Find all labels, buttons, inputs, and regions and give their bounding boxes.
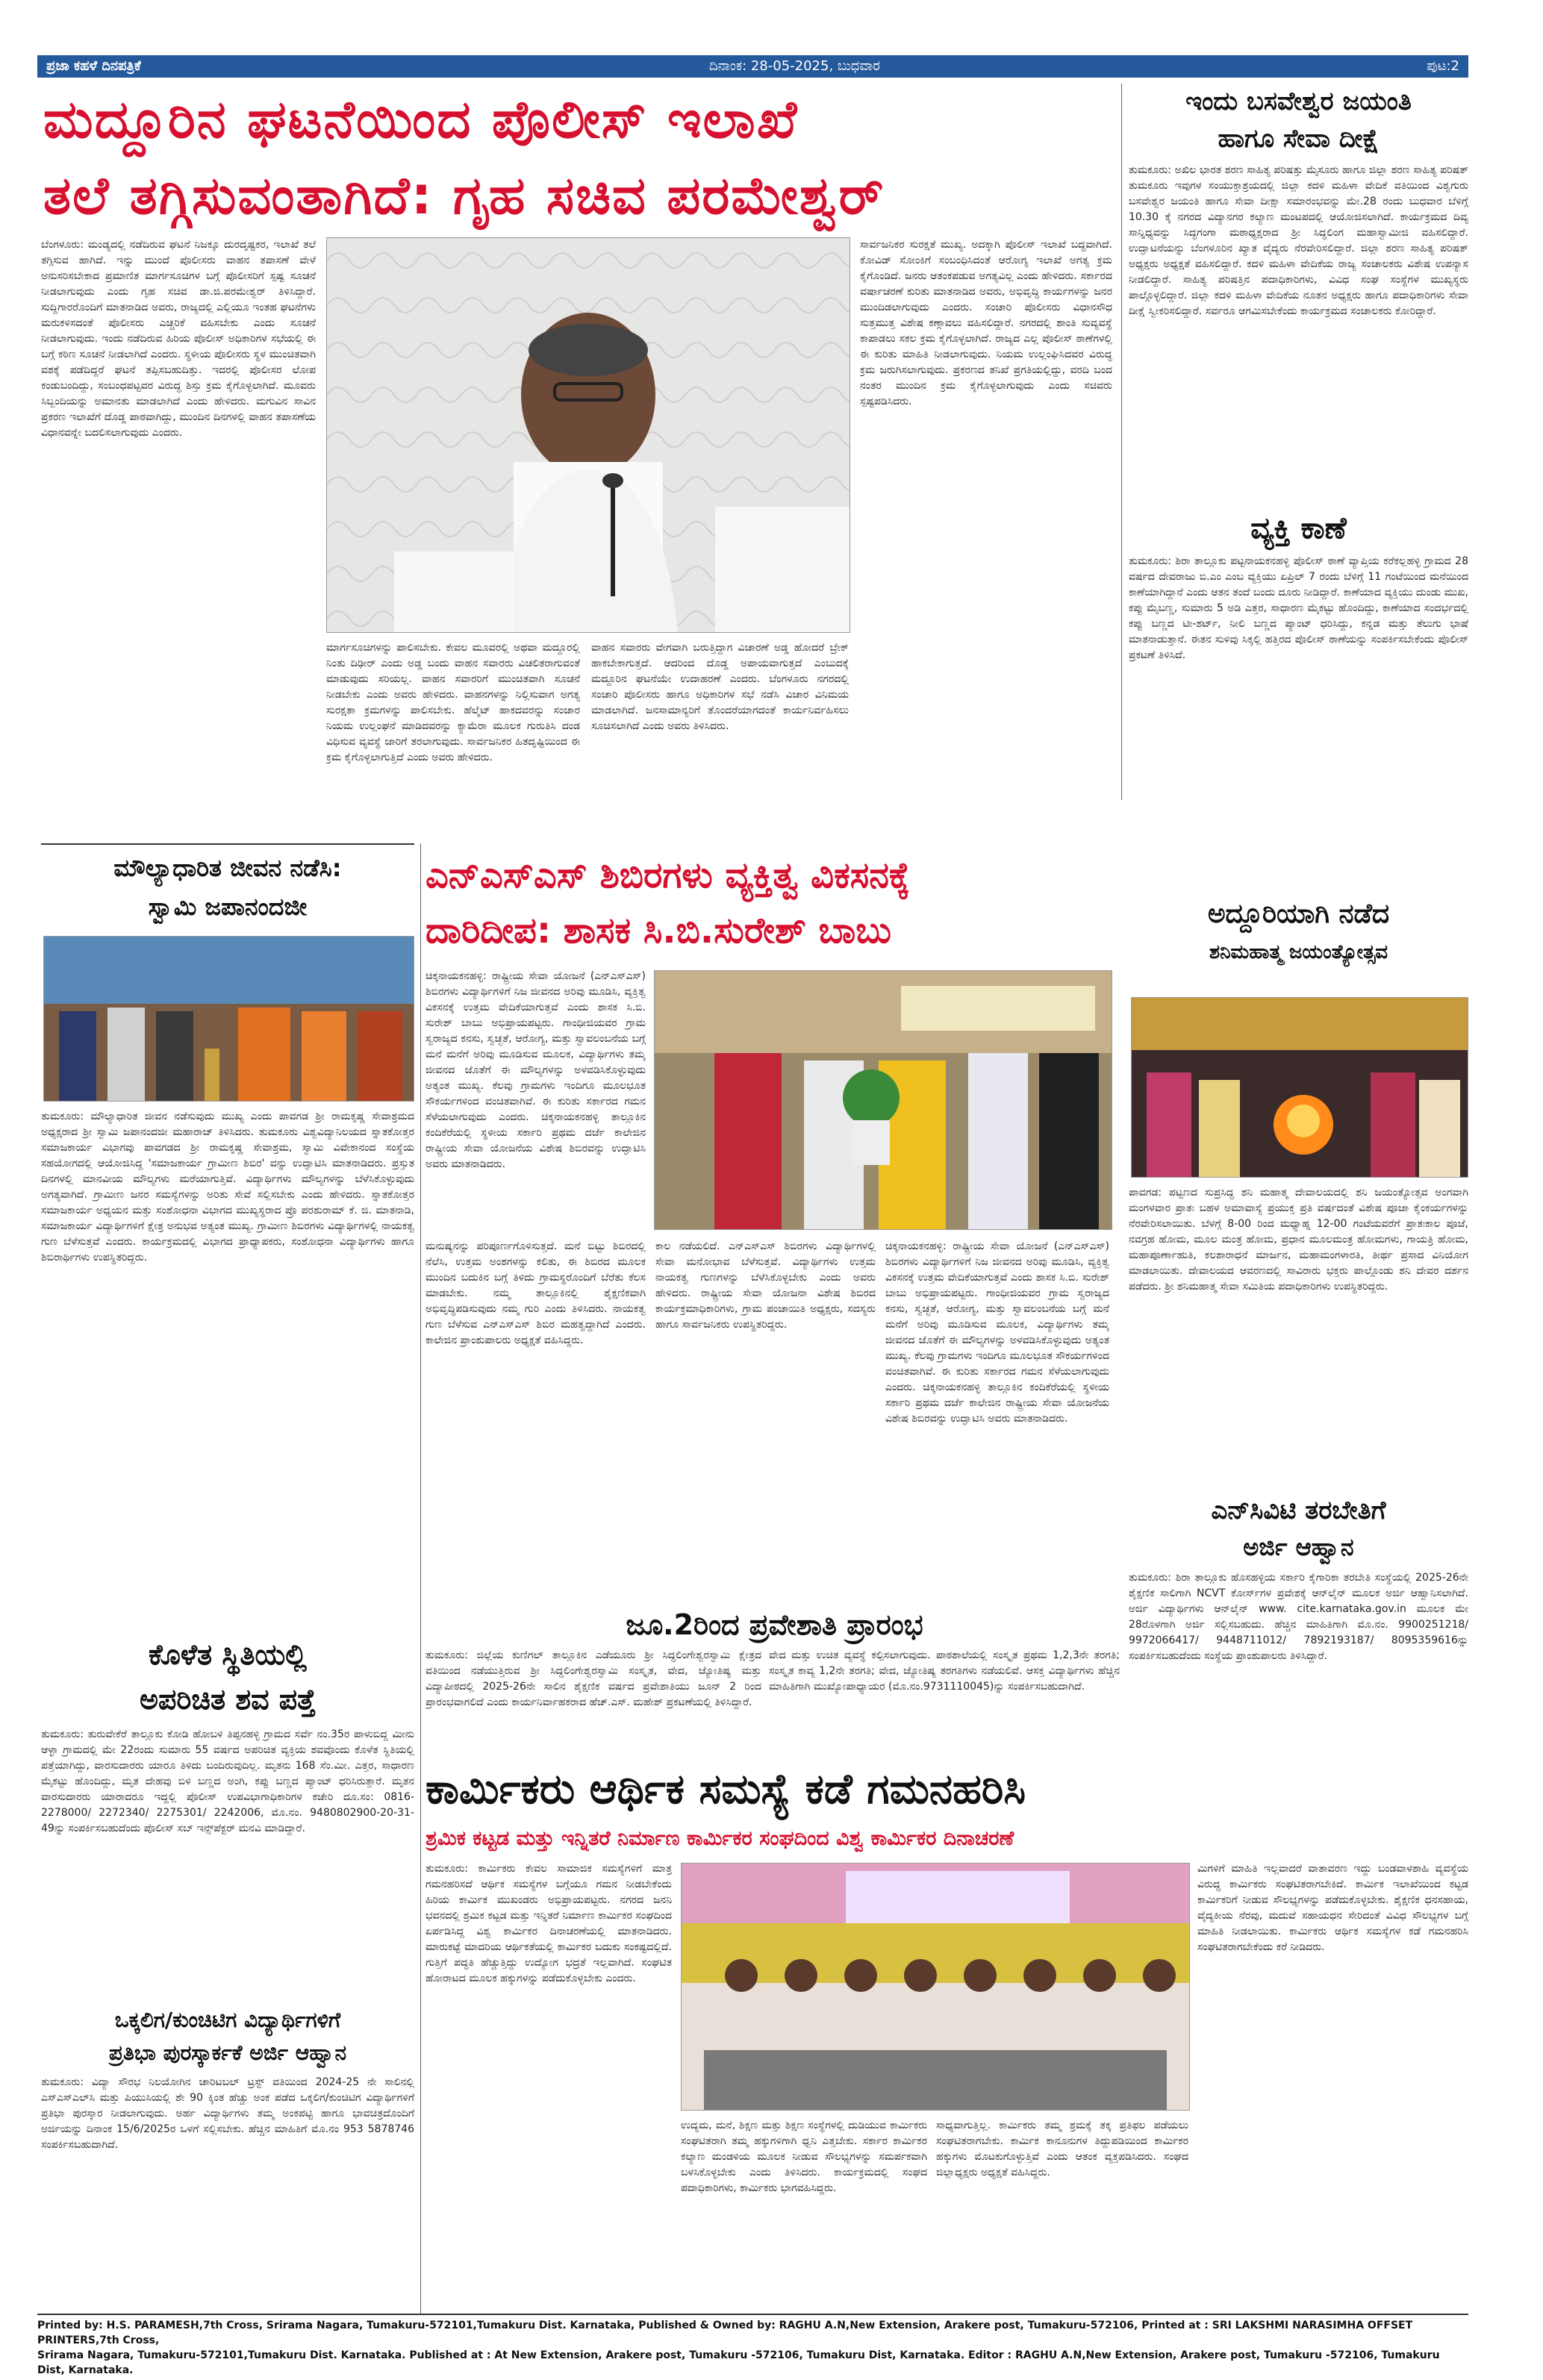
workers-col2: ಉದ್ಯಮ, ಮನೆ, ಶಿಕ್ಷಣ ಮತ್ತು ಶಿಕ್ಷಣ ಸಂಸ್ಥೆಗಳಲ್ಲಿ ದುಡಿಯುವ ಕಾರ್ಮಿಕರು ಸಂಘಟಿತರಾಗಿ ತಮ್ಮ ಹಕ್ಕುಗಳಿಗಾಗಿ ಧ್ವನಿ ಎತ್ತಬೇಕು. ಸರ್ಕಾರ ಕಾರ್ಮಿಕರ ಕಲ್ಯಾಣ ಮಂಡಳಿಯ ಮೂಲಕ ನೀಡುವ ಸೌಲಭ್ಯಗಳನ್ನು ಸಮರ್ಪಕವಾಗಿ ಬಳಸಿಕೊಳ್ಳಬೇಕು ಎಂದು ತಿಳಿಸಿದರು. ಕಾರ್ಯಕ್ರಮದಲ್ಲಿ ಸಂಘದ ಪದಾಧಿಕಾರಿಗಳು, ಕಾರ್ಮಿಕರು ಭಾಗವಹಿಸಿದ್ದರು. bbox=[681, 2120, 927, 2194]
swami-body: ತುಮಕೂರು: ಮೌಲ್ಯಾಧಾರಿತ ಜೀವನ ನಡೆಸುವುದು ಮುಖ್ಯ ಎಂದು ಪಾವಗಡ ಶ್ರೀ ರಾಮಕೃಷ್ಣ ಸೇವಾಶ್ರಮದ ಅಧ್ಯಕ್ಷರಾದ ಶ್ರೀ ಸ್ವಾಮಿ ಜಪಾನಂದಜೀ ಮಹಾರಾಜ್ ತಿಳಿಸಿದರು. ತುಮಕೂರು ವಿಶ್ವವಿದ್ಯಾನಿಲಯದ ಸ್ನಾತಕೋತ್ತರ ಸಮಾಜಕಾರ್ಯ ವಿಭಾಗವು ಪಾವಗಡದ ಶ್ರೀ ರಾಮಕೃಷ್ಣ ಸೇವಾಶ್ರಮ, ಸ್ವಾಮಿ ವಿವೇಕಾನಂದ ಸಂಸ್ಥೆಯ ಸಹಯೋಗದಲ್ಲಿ ಆಯೋಜಿಸಿದ್ದ 'ಸಮಾಜಕಾರ್ಯ ಗ್ರಾಮೀಣ ಶಿಬಿರ' ವನ್ನು ಉದ್ಘಾಟಿಸಿ ಮಾತನಾಡಿದರು. ಪ್ರಸ್ತುತ ದಿನಗಳಲ್ಲಿ ಮಾನವೀಯ ಮೌಲ್ಯಗಳು ಮರೆಯಾಗುತ್ತಿವೆ. ವಿದ್ಯಾರ್ಥಿಗಳು ಮೌಲ್ಯಗಳನ್ನು ಬೆಳೆಸಿಕೊಳ್ಳುವುದು ಅಗತ್ಯವಾಗಿದೆ. ಗ್ರಾಮೀಣ ಜನರ ಸಮಸ್ಯೆಗಳನ್ನು ಅರಿತು ಸೇವೆ ಸಲ್ಲಿಸಬೇಕು ಎಂದು ಹೇಳಿದರು. ಸ್ನಾತಕೋತ್ತರ ಸಮಾಜಕಾರ್ಯ ಅಧ್ಯಯನ ಮತ್ತು ಸಂಶೋಧನಾ ವಿಭಾಗದ ಮುಖ್ಯಸ್ಥರಾದ ಪ್ರೊ ಪರಶುರಾಮ್ ಕೆ. ಜಿ. ಮಾತನಾಡಿ, ಸಮಾಜಕಾರ್ಯ ವಿದ್ಯಾರ್ಥಿಗಳಿಗೆ ಕ್ಷೇತ್ರ ಅನುಭವ ಅತ್ಯಂತ ಮುಖ್ಯ. ಗ್ರಾಮೀಣ ಶಿಬಿರಗಳು ವಿದ್ಯಾರ್ಥಿಗಳಲ್ಲಿ ನಾಯಕತ್ವ ಗುಣ ಬೆಳೆಸುತ್ತವೆ ಎಂದರು. ಕಾರ್ಯಕ್ರಮದಲ್ಲಿ ವಿಭಾಗದ ಪ್ರಾಧ್ಯಾಪಕರು, ಸಂಶೋಧನಾ ವಿದ್ಯಾರ್ಥಿಗಳು ಹಾಗೂ ಶಿಬಿರಾರ್ಥಿಗಳು ಉಪಸ್ಥಿತರಿದ್ದರು. bbox=[41, 1111, 414, 1264]
labour-day-group-photo bbox=[682, 1864, 1189, 2110]
basava-headline-line1: ಇಂದು ಬಸವೇಶ್ವರ ಜಯಂತಿ bbox=[1185, 87, 1412, 116]
basava-headline-line2: ಹಾಗೂ ಸೇವಾ ದೀಕ್ಷೆ bbox=[1218, 124, 1380, 154]
okkaliga-headline-line1: ಒಕ್ಕಲಿಗ/ಕುಂಚಿಟಿಗ ವಿದ್ಯಾರ್ಥಿಗಳಿಗೆ bbox=[114, 2008, 341, 2032]
missing-body: ತುಮಕೂರು: ಶಿರಾ ತಾಲ್ಲೂಕು ಪಟ್ಟನಾಯಕನಹಳ್ಳಿ ಪೊಲೀಸ್ ಠಾಣೆ ವ್ಯಾಪ್ತಿಯ ಕರೆಕಲ್ಲಹಳ್ಳಿ ಗ್ರಾಮದ 28 ವರ್ಷದ ದೇವರಾಜು ಬಿ.ಎಂ ಎಂಬ ವ್ಯಕ್ತಿಯು ಏಪ್ರಿಲ್ 7 ರಂದು ಬೆಳಿಗ್ಗೆ 11 ಗಂಟೆಯಿಂದ ಮನೆಯಿಂದ ಕಾಣೆಯಾಗಿದ್ದಾನೆ ಎಂದು ಆತನ ತಂದೆ ಬಂದು ದೂರು ನೀಡಿದ್ದಾರೆ. ಕಾಣೆಯಾದ ವ್ಯಕ್ತಿಯು ದುಂಡು ಮುಖ, ಕಪ್ಪು ಮೈಬಣ್ಣ, ಸುಮಾರು 5 ಅಡಿ ಎತ್ತರ, ಸಾಧಾರಣ ಮೈಕಟ್ಟು ಹೊಂದಿದ್ದು, ಕಾಣೆಯಾದ ಸಂದರ್ಭದಲ್ಲಿ ಕಪ್ಪು ಬಣ್ಣದ ಟೀ-ಶರ್ಟ್, ನೀಲಿ ಬಣ್ಣದ ಪ್ಯಾಂಟ್ ಧರಿಸಿದ್ದು, ಕನ್ನಡ ಮತ್ತು ತೆಲುಗು ಭಾಷೆ ಮಾತನಾಡುತ್ತಾನೆ. ಈತನ ಸುಳಿವು ಸಿಕ್ಕಲ್ಲಿ ಹತ್ತಿರದ ಪೊಲೀಸ್ ಠಾಣೆಯನ್ನು ಸಂಪರ್ಕಿಸಬೇಕೆಂದು ಪೊಲೀಸ್ ಪ್ರಕಟಣೆ ತಿಳಿಸಿದೆ. bbox=[1129, 555, 1468, 661]
paper-name: ಪ್ರಜಾ ಕಹಳೆ ದಿನಪತ್ರಿಕೆ bbox=[46, 58, 141, 74]
workers-col3: ಸಾಧ್ಯವಾಗುತ್ತಿಲ್ಲ. ಕಾರ್ಮಿಕರು ತಮ್ಮ ಶ್ರಮಕ್ಕೆ ತಕ್ಕ ಪ್ರತಿಫಲ ಪಡೆಯಲು ಸಂಘಟಿತರಾಗಬೇಕು. ಕಾರ್ಮಿಕ ಕಾನೂನುಗಳ ತಿದ್ದುಪಡಿಯಿಂದ ಕಾರ್ಮಿಕರ ಹಕ್ಕುಗಳು ಮೊಟಕುಗೊಳ್ಳುತ್ತಿವೆ ಎಂದು ಆತಂಕ ವ್ಯಕ್ತಪಡಿಸಿದರು. ಸಂಘದ ಜಿಲ್ಲಾಧ್ಯಕ್ಷರು ಅಧ್ಯಕ್ಷತೆ ವಹಿಸಿದ್ದರು. bbox=[936, 2120, 1188, 2178]
temple-ritual-photo bbox=[1132, 998, 1468, 1177]
section-rule bbox=[41, 843, 414, 845]
nss-photo bbox=[654, 970, 1112, 1230]
workers-photo bbox=[681, 1863, 1190, 2111]
admission-col2: ವೇದ ಮತ್ತು ಉಚಿತ ವ್ಯವಸ್ಥೆ ಕಲ್ಪಿಸಲಾಗುವುದು. ಪಾಠಶಾಲೆಯಲ್ಲಿ ಸಂಸ್ಕೃತ ಪ್ರಥಮ 1,2,3ನೇ ತರಗತಿ; ಸಂಸ್ಕೃತ ಕಾವ್ಯ 1,2ನೇ ತರಗತಿ; ವೇದ, ಜ್ಯೋತಿಷ್ಯ ತರಗತಿಗಳು ನಡೆಯಲಿವೆ. ಆಸಕ್ತ ವಿದ್ಯಾರ್ಥಿಗಳು ಹೆಚ್ಚಿನ ಮಾಹಿತಿಗಾಗಿ ಮುಖ್ಯೋಪಾಧ್ಯಾಯರ (ಮೊ.ನಂ.9731110045)ನ್ನು ಸಂಪರ್ಕಿಸಬಹುದಾಗಿದೆ. bbox=[769, 1649, 1120, 1693]
lead-headline-line1: ಮದ್ದೂರಿನ ಘಟನೆಯಿಂದ ಪೊಲೀಸ್ ಇಲಾಖೆ bbox=[43, 89, 799, 150]
admission-col1: ತುಮಕೂರು: ಜಿಲ್ಲೆಯ ಕುಣಿಗಲ್ ತಾಲ್ಲೂಕಿನ ಎಡೆಯೂರು ಶ್ರೀ ಸಿದ್ಧಲಿಂಗೇಶ್ವರಸ್ವಾಮಿ ಕ್ಷೇತ್ರದ ವತಿಯಿಂದ ನಡೆಯುತ್ತಿರುವ ಶ್ರೀ ಸಿದ್ಧಲಿಂಗೇಶ್ವರಸ್ವಾಮಿ ಸಂಸ್ಕೃತ, ವೇದ, ಜ್ಯೋತಿಷ್ಯ ಮತ್ತು ವಿದ್ಯಾಪೀಠದಲ್ಲಿ 2025-26ನೇ ಸಾಲಿನ ಶೈಕ್ಷಣಿಕ ವರ್ಷದ ಪ್ರವೇಶಾತಿಯು ಜೂನ್ 2 ರಿಂದ ಪ್ರಾರಂಭವಾಗಲಿದೆ ಎಂದು ಕಾರ್ಯನಿರ್ವಾಹಕರಾದ ಹೆಚ್.ಎಸ್. ಮಹೇಶ್ ಪ್ರಕಟಣೆಯಲ್ಲಿ ತಿಳಿಸಿದ್ದಾರೆ. bbox=[426, 1649, 761, 1708]
nss-col4: ಚಿಕ್ಕನಾಯಕನಹಳ್ಳಿ: ರಾಷ್ಟ್ರೀಯ ಸೇವಾ ಯೋಜನೆ (ಎನ್‌ಎಸ್‌ಎಸ್) ಶಿಬಿರಗಳು ವಿದ್ಯಾರ್ಥಿಗಳಿಗೆ ನಿಜ ಜೀವನದ ಅರಿವು ಮೂಡಿಸಿ, ವ್ಯಕ್ತಿತ್ವ ವಿಕಸನಕ್ಕೆ ಉತ್ತಮ ವೇದಿಕೆಯಾಗುತ್ತವೆ ಎಂದು ಶಾಸಕ ಸಿ.ಬಿ. ಸುರೇಶ್ ಬಾಬು ಅಭಿಪ್ರಾಯಪಟ್ಟರು. ಗಾಂಧೀಜಿಯವರ ಗ್ರಾಮ ಸ್ವರಾಜ್ಯದ ಕನಸು, ಸ್ವಚ್ಛತೆ, ಆರೋಗ್ಯ, ಮತ್ತು ಸ್ವಾವಲಂಬನೆಯ ಬಗ್ಗೆ ಮನೆ ಮನೆಗೆ ಅರಿವು ಮೂಡಿಸುವ ಮೂಲಕ, ವಿದ್ಯಾರ್ಥಿಗಳು ತಮ್ಮ ಜೀವನದ ಜೊತೆಗೆ ಈ ಮೌಲ್ಯಗಳನ್ನು ಅಳವಡಿಸಿಕೊಳ್ಳುವುದು ಅತ್ಯಂತ ಮುಖ್ಯ. ಕೆಲವು ಗ್ರಾಮಗಳು ಇಂದಿಗೂ ಮೂಲಭೂತ ಸೌಕರ್ಯಗಳಿಂದ ವಂಚಿತವಾಗಿವೆ. ಈ ಕುರಿತು ಸರ್ಕಾರದ ಗಮನ ಸೆಳೆಯಲಾಗುವುದು ಎಂದರು. ಚಿಕ್ಕನಾಯಕನಹಳ್ಳಿ ತಾಲ್ಲೂಕಿನ ಕಂದಿಕೆರೆಯಲ್ಲಿ ಸ್ಥಳೀಯ ಸರ್ಕಾರಿ ಪ್ರಥಮ ದರ್ಜೆ ಕಾಲೇಜಿನ ರಾಷ್ಟ್ರೀಯ ಸೇವಾ ಯೋಜನೆಯ ವಿಶೇಷ ಶಿಬಿರವನ್ನು ಉದ್ಘಾಟಿಸಿ ಅವರು ಮಾತನಾಡಿದರು. bbox=[885, 1240, 1109, 1425]
nss-headline-line1: ಎನ್‌ಎಸ್‌ಎಸ್ ಶಿಬಿರಗಳು ವ್ಯಕ್ತಿತ್ವ ವಿಕಸನಕ್ಕೆ bbox=[426, 855, 910, 896]
column-divider bbox=[1121, 84, 1122, 800]
swami-headline-line2: ಸ್ವಾಮಿ ಜಪಾನಂದಜೀ bbox=[148, 893, 308, 921]
ncvt-body: ತುಮಕೂರು: ಶಿರಾ ತಾಲ್ಲೂಕು ಹೊಸಹಳ್ಳಿಯ ಸರ್ಕಾರಿ ಕೈಗಾರಿಕಾ ತರಬೇತಿ ಸಂಸ್ಥೆಯಲ್ಲಿ 2025-26ನೇ ಶೈಕ್ಷಣಿಕ ಸಾಲಿಗಾಗಿ NCVT ಕೋರ್ಸ್‌ಗಳ ಪ್ರವೇಶಕ್ಕೆ ಆನ್‌ಲೈನ್ ಮೂಲಕ ಅರ್ಜಿ ಆಹ್ವಾನಿಸಲಾಗಿದೆ. ಅರ್ಜಿ ವಿದ್ಯಾರ್ಥಿಗಳು ಆನ್‌ಲೈನ್ www. cite.karnataka.gov.in ಮೂಲಕ ಮೇ 28ರೊಳಗಾಗಿ ಅರ್ಜಿ ಸಲ್ಲಿಸಬಹುದು. ಹೆಚ್ಚಿನ ಮಾಹಿತಿಗಾಗಿ ಮೊ.ನಂ. 9900251218/ 9972066417/ 9448711012/ 7892193187/ 8095359616ನ್ನು ಸಂಪರ್ಕಿಸಬಹುದೆಂದು ಸಂಸ್ಥೆಯ ಪ್ರಾಂಶುಪಾಲರು ತಿಳಿಸಿದ್ದಾರೆ. bbox=[1129, 1572, 1468, 1662]
nss-col1: ಚಿಕ್ಕನಾಯಕನಹಳ್ಳಿ: ರಾಷ್ಟ್ರೀಯ ಸೇವಾ ಯೋಜನೆ (ಎನ್‌ಎಸ್‌ಎಸ್) ಶಿಬಿರಗಳು ವಿದ್ಯಾರ್ಥಿಗಳಿಗೆ ನಿಜ ಜೀವನದ ಅರಿವು ಮೂಡಿಸಿ, ವ್ಯಕ್ತಿತ್ವ ವಿಕಸನಕ್ಕೆ ಉತ್ತಮ ವೇದಿಕೆಯಾಗುತ್ತವೆ ಎಂದು ಶಾಸಕ ಸಿ.ಬಿ. ಸುರೇಶ್ ಬಾಬು ಅಭಿಪ್ರಾಯಪಟ್ಟರು. ಗಾಂಧೀಜಿಯವರ ಗ್ರಾಮ ಸ್ವರಾಜ್ಯದ ಕನಸು, ಸ್ವಚ್ಛತೆ, ಆರೋಗ್ಯ, ಮತ್ತು ಸ್ವಾವಲಂಬನೆಯ ಬಗ್ಗೆ ಮನೆ ಮನೆಗೆ ಅರಿವು ಮೂಡಿಸುವ ಮೂಲಕ, ವಿದ್ಯಾರ್ಥಿಗಳು ತಮ್ಮ ಜೀವನದ ಜೊತೆಗೆ ಈ ಮೌಲ್ಯಗಳನ್ನು ಅಳವಡಿಸಿಕೊಳ್ಳುವುದು ಅತ್ಯಂತ ಮುಖ್ಯ. ಕೆಲವು ಗ್ರಾಮಗಳು ಇಂದಿಗೂ ಮೂಲಭೂತ ಸೌಕರ್ಯಗಳಿಂದ ವಂಚಿತವಾಗಿವೆ. ಈ ಕುರಿತು ಸರ್ಕಾರದ ಗಮನ ಸೆಳೆಯಲಾಗುವುದು ಎಂದರು. ಚಿಕ್ಕನಾಯಕನಹಳ್ಳಿ ತಾಲ್ಲೂಕಿನ ಕಂದಿಕೆರೆಯಲ್ಲಿ ಸ್ಥಳೀಯ ಸರ್ಕಾರಿ ಪ್ರಥಮ ದರ್ಜೆ ಕಾಲೇಜಿನ ರಾಷ್ಟ್ರೀಯ ಸೇವಾ ಯೋಜನೆಯ ವಿಶೇಷ ಶಿಬಿರವನ್ನು ಉದ್ಘಾಟಿಸಿ ಅವರು ಮಾತನಾಡಿದರು. bbox=[426, 970, 646, 1170]
column-divider bbox=[420, 843, 421, 2314]
imprint-line1: Printed by: H.S. PARAMESH,7th Cross, Srirama Nagara, Tumakuru-572101,Tumakuru Dist. Karnataka, Published & Owned by: RAGHU A.N,New Extension, Arakere post, Tumakuru-572106, Printed at : SRI LAKSHMI NARASIMHA OFFSET PRINTERS,7th Cross, bbox=[37, 2320, 1413, 2346]
lead-story-col4: ಸಾರ್ವಜನಿಕರ ಸುರಕ್ಷತೆ ಮುಖ್ಯ. ಅದಕ್ಕಾಗಿ ಪೊಲೀಸ್ ಇಲಾಖೆ ಬದ್ಧವಾಗಿದೆ. ಕೋವಿಡ್ ಸೋಂಕಿಗೆ ಸಂಬಂಧಿಸಿದಂತೆ ಆರೋಗ್ಯ ಇಲಾಖೆ ಅಗತ್ಯ ಕ್ರಮ ಕೈಗೊಂಡಿದೆ. ಜನರು ಆತಂಕಪಡುವ ಅಗತ್ಯವಿಲ್ಲ ಎಂದು ಹೇಳಿದರು. ಸರ್ಕಾರದ ವರ್ಷಾಚರಣೆ ಕುರಿತು ಮಾತನಾಡಿದ ಅವರು, ಅಭಿವೃದ್ಧಿ ಕಾರ್ಯಗಳನ್ನು ಜನರ ಮುಂದಿಡಲಾಗುವುದು ಎಂದರು. ಸಂಚಾರಿ ಪೊಲೀಸರು ವಿಧಾನಸೌಧ ಸುತ್ತಮುತ್ತ ವಿಶೇಷ ಕಣ್ಗಾವಲು ವಹಿಸಲಿದ್ದಾರೆ. ನಗರದಲ್ಲಿ ಶಾಂತಿ ಸುವ್ಯವಸ್ಥೆ ಕಾಪಾಡಲು ಸಕಲ ಕ್ರಮ ಕೈಗೊಳ್ಳಲಾಗಿದೆ. ರಾಜ್ಯದ ಎಲ್ಲ ಪೊಲೀಸ್ ಠಾಣೆಗಳಲ್ಲಿ ಈ ಕುರಿತು ಮಾಹಿತಿ ನೀಡಲಾಗುವುದು. ನಿಯಮ ಉಲ್ಲಂಘಿಸಿದವರ ವಿರುದ್ಧ ಕ್ರಮ ಜರುಗಿಸಲಾಗುವುದು. ಪ್ರಕರಣದ ತನಿಖೆ ಪ್ರಗತಿಯಲ್ಲಿದ್ದು, ವರದಿ ಬಂದ ನಂತರ ಮುಂದಿನ ಕ್ರಮ ಕೈಗೊಳ್ಳಲಾಗುವುದು ಎಂದು ಸಚಿವರು ಸ್ಪಷ್ಟಪಡಿಸಿದರು. bbox=[860, 239, 1112, 407]
shani-headline-line2: ಶನಿಮಹಾತ್ಮ ಜಯಂತ್ಯೋತ್ಸವ bbox=[1209, 941, 1388, 963]
nss-headline-line2: ದಾರಿದೀಪ: ಶಾಸಕ ಸಿ.ಬಿ.ಸುರೇಶ್ ಬಾಬು bbox=[426, 910, 892, 952]
ncvt-headline-line2: ಅರ್ಜಿ ಆಹ್ವಾನ bbox=[1243, 1533, 1354, 1561]
lead-headline-line2: ತಲೆ ತಗ್ಗಿಸುವಂತಾಗಿದೆ: ಗೃಹ ಸಚಿವ ಪರಮೇಶ್ವರ್ bbox=[43, 165, 885, 226]
lead-story-col1: ಬೆಂಗಳೂರು: ಮಂಡ್ಯದಲ್ಲಿ ನಡೆದಿರುವ ಘಟನೆ ನಿಜಕ್ಕೂ ದುರದೃಷ್ಟಕರ, ಇಲಾಖೆ ತಲೆ ತಗ್ಗಿಸುವ ಹಾಗಿದೆ. ಇನ್ನು ಮುಂದೆ ಪೊಲೀಸರು ವಾಹನ ತಪಾಸಣೆ ವೇಳೆ ಅನುಸರಿಸಬೇಕಾದ ಪ್ರಮಾಣಿತ ಮಾರ್ಗಸೂಚಿಗಳ ಬಗ್ಗೆ ಪೊಲೀಸರಿಗೆ ಸ್ಪಷ್ಟ ಸೂಚನೆ ನೀಡಲಾಗುವುದು ಎಂದು ಗೃಹ ಸಚಿವ ಡಾ.ಜಿ.ಪರಮೇಶ್ವರ್ ತಿಳಿಸಿದ್ದಾರೆ. ಸುದ್ದಿಗಾರರೊಂದಿಗೆ ಮಾತನಾಡಿದ ಅವರು, ರಾಜ್ಯದಲ್ಲಿ ಎಲ್ಲಿಯೂ ಇಂತಹ ಘಟನೆಗಳು ಮರುಕಳಿಸದಂತೆ ಪೊಲೀಸರು ಎಚ್ಚರಿಕೆ ವಹಿಸಬೇಕು ಎಂದು ಸೂಚನೆ ನೀಡಲಾಗುವುದು. ಇಂದು ನಡೆದಿರುವ ಹಿರಿಯ ಪೊಲೀಸ್ ಅಧಿಕಾರಿಗಳ ಸಭೆಯಲ್ಲಿ ಈ ಬಗ್ಗೆ ಕಠಿಣ ಸೂಚನೆ ನೀಡಲಾಗಿದೆ ಎಂದರು. ಸ್ಥಳೀಯ ಪೊಲೀಸರು ಸ್ಥಳ ಮುಂಚಿತವಾಗಿ ವಶಕ್ಕೆ ಪಡೆದಿದ್ದರೆ ಘಟನೆ ತಪ್ಪಿಸಬಹುದಿತ್ತು. ಇದರಲ್ಲಿ ಪೊಲೀಸರ ಲೋಪ ಕಂಡುಬಂದಿದ್ದು, ಸಂಬಂಧಪಟ್ಟವರ ವಿರುದ್ಧ ಶಿಸ್ತು ಕ್ರಮ ಕೈಗೊಳ್ಳಲಾಗಿದೆ. ಮೂವರು ಸಿಬ್ಬಂದಿಯನ್ನು ಅಮಾನತು ಮಾಡಲಾಗಿದೆ ಎಂದು ಹೇಳಿದರು. ಮಗುವಿನ ಸಾವಿನ ಪ್ರಕರಣ ಇಲಾಖೆಗೆ ದೊಡ್ಡ ಪಾಠವಾಗಿದ್ದು, ಮುಂದಿನ ದಿನಗಳಲ್ಲಿ ವಾಹನ ತಪಾಸಣೆಯ ವಿಧಾನವನ್ನೇ ಬದಲಿಸಲಾಗುವುದು ಎಂದರು. bbox=[41, 239, 316, 439]
kolethe-headline-line1: ಕೊಳೆತ ಸ್ಥಿತಿಯಲ್ಲಿ bbox=[149, 1638, 307, 1671]
page-number: ಪುಟ:2 bbox=[1427, 58, 1459, 74]
swami-inauguration-photo bbox=[44, 937, 414, 1101]
workers-col1: ತುಮಕೂರು: ಕಾರ್ಮಿಕರು ಕೇವಲ ಸಾಮಾಜಿಕ ಸಮಸ್ಯೆಗಳಿಗೆ ಮಾತ್ರ ಗಮನಹರಿಸದೆ ಆರ್ಥಿಕ ಸಮಸ್ಯೆಗಳ ಬಗ್ಗೆಯೂ ಗಮನ ನೀಡಬೇಕೆಂದು ಹಿರಿಯ ಕಾರ್ಮಿಕ ಮುಖಂಡರು ಅಭಿಪ್ರಾಯಪಟ್ಟರು. ನಗರದ ಜನನಿ ಭವನದಲ್ಲಿ ಶ್ರಮಿಕ ಕಟ್ಟಡ ಮತ್ತು ಇನ್ನಿತರೆ ನಿರ್ಮಾಣ ಕಾರ್ಮಿಕರ ಸಂಘದಿಂದ ಏರ್ಪಡಿಸಿದ್ದ ವಿಶ್ವ ಕಾರ್ಮಿಕರ ದಿನಾಚರಣೆಯಲ್ಲಿ ಮಾತನಾಡಿದರು. ಮಾರುಕಟ್ಟೆ ಮಾದರಿಯ ಆರ್ಥಿಕತೆಯಲ್ಲಿ ಕಾರ್ಮಿಕರ ಬದುಕು ಸಂಕಷ್ಟದಲ್ಲಿದೆ. ಗುತ್ತಿಗೆ ಪದ್ಧತಿ ಹೆಚ್ಚುತ್ತಿದ್ದು ಉದ್ಯೋಗ ಭದ್ರತೆ ಇಲ್ಲವಾಗಿದೆ. ಸಂಘಟಿತ ಹೋರಾಟದ ಮೂಲಕ ಹಕ್ಕುಗಳನ್ನು ಪಡೆದುಕೊಳ್ಳಬೇಕು ಎಂದರು. bbox=[426, 1863, 672, 1984]
workers-col4: ಮಿಗಳಿಗೆ ಮಾಹಿತಿ ಇಲ್ಲವಾದರೆ ವಾತಾವರಣ ಇದ್ದು ಬಂಡವಾಳಶಾಹಿ ವ್ಯವಸ್ಥೆಯ ವಿರುದ್ಧ ಕಾರ್ಮಿಕರು ಸಂಘಟಿತರಾಗಬೇಕಿದೆ. ಕಾರ್ಮಿಕ ಇಲಾಖೆಯಿಂದ ಕಟ್ಟಡ ಕಾರ್ಮಿಕರಿಗೆ ನೀಡುವ ಸೌಲಭ್ಯಗಳನ್ನು ಪಡೆದುಕೊಳ್ಳಬೇಕು. ಶೈಕ್ಷಣಿಕ ಧನಸಹಾಯ, ವೈದ್ಯಕೀಯ ನೆರವು, ಮದುವೆ ಸಹಾಯಧನ ಸೇರಿದಂತೆ ವಿವಿಧ ಸೌಲಭ್ಯಗಳ ಬಗ್ಗೆ ಮಾಹಿತಿ ನೀಡಲಾಯಿತು. ಕಾರ್ಮಿಕರು ಆರ್ಥಿಕ ಸಮಸ್ಯೆಗಳ ಕಡೆ ಗಮನಹರಿಸಿ ಸಂಘಟಿತರಾಗಬೇಕೆಂದು ಕರೆ ನೀಡಿದರು. bbox=[1197, 1863, 1468, 1953]
nss-col2: ಮನುಷ್ಯನನ್ನು ಪರಿಪೂರ್ಣಗೊಳಿಸುತ್ತದೆ. ಮನೆ ಬಿಟ್ಟು ಶಿಬಿರದಲ್ಲಿ ನೆಲೆಸಿ, ಉತ್ತಮ ಅಂಶಗಳನ್ನು ಕಲಿತು, ಈ ಶಿಬಿರದ ಮೂಲಕ ಮುಂದಿನ ಬದುಕಿನ ಬಗ್ಗೆ ತಿಳಿದು ಗ್ರಾಮಸ್ಥರೊಂದಿಗೆ ಬೆರೆತು ಕೆಲಸ ಮಾಡಬೇಕು. ನಮ್ಮ ತಾಲ್ಲೂಕಿನಲ್ಲಿ ಶೈಕ್ಷಣಿಕವಾಗಿ ಅಭಿವೃದ್ಧಿಪಡಿಸುವುದು ನಮ್ಮ ಗುರಿ ಎಂದು ತಿಳಿಸಿದರು. ನಾಯಕತ್ವ ಗುಣ ಬೆಳೆಸುವ ಎನ್‌ಎಸ್‌ಎಸ್ ಶಿಬಿರ ಮಹತ್ವದ್ದಾಗಿದೆ ಎಂದರು. ಕಾಲೇಜಿನ ಪ್ರಾಂಶುಪಾಲರು ಅಧ್ಯಕ್ಷತೆ ವಹಿಸಿದ್ದರು. bbox=[426, 1240, 646, 1346]
imprint-footer bbox=[37, 2314, 1468, 2376]
workers-subheadline: ಶ್ರಮಿಕ ಕಟ್ಟಡ ಮತ್ತು ಇನ್ನಿತರೆ ನಿರ್ಮಾಣ ಕಾರ್ಮಿಕರ ಸಂಘದಿಂದ ವಿಶ್ವ ಕಾರ್ಮಿಕರ ದಿನಾಚರಣೆ bbox=[426, 1827, 1014, 1850]
missing-headline: ವ್ಯಕ್ತಿ ಕಾಣೆ bbox=[1250, 511, 1347, 546]
minister-press-photo bbox=[327, 238, 850, 632]
shani-body: ಪಾವಗಡ: ಪಟ್ಟಣದ ಸುಪ್ರಸಿದ್ಧ ಶನಿ ಮಹಾತ್ಮ ದೇವಾಲಯದಲ್ಲಿ ಶನಿ ಜಯಂತ್ಯೋತ್ಸವ ಅಂಗವಾಗಿ ಮಂಗಳವಾರ ಪ್ರಾತಃ ಬಹಳ ಅಮಾವಾಸ್ಯೆ ಪ್ರಯುಕ್ತ ಪ್ರತಿ ವರ್ಷದಂತೆ ವಿಶೇಷ ಪೂಜಾ ಕೈಂಕರ್ಯಗಳನ್ನು ನೆರವೇರಿಸಲಾಯಿತು. ಬೆಳಗ್ಗೆ 8-00 ರಿಂದ ಮಧ್ಯಾಹ್ನ 12-00 ಗಂಟೆಯವರೆಗೆ ಪ್ರಾತಃಕಾಲ ಪೂಜೆ, ನವಗ್ರಹ ಹೋಮ, ಮೂಲ ಮಂತ್ರ ಹೋಮ, ಪ್ರಧಾನ ಮೂಲಮಂತ್ರ ಹೋಮಗಳು, ಗಾಯತ್ರಿ ಹೋಮ, ಮಹಾಪೂರ್ಣಾಹುತಿ, ಕಲಶಾರಾಧನೆ ಮಾರ್ಜನ, ಮಹಾಮಂಗಳಾರತಿ, ತೀರ್ಥ ಪ್ರಸಾದ ವಿನಿಯೋಗ ಮಾಡಲಾಯಿತು. ದೇವಾಲಯದ ಆವರಣದಲ್ಲಿ ಸಾವಿರಾರು ಭಕ್ತರು ಪಾಲ್ಗೊಂಡು ಶನಿ ದೇವರ ದರ್ಶನ ಪಡೆದರು. ಶ್ರೀ ಶನಿಮಹಾತ್ಮ ಸೇವಾ ಸಮಿತಿಯ ಪದಾಧಿಕಾರಿಗಳು ಉಪಸ್ಥಿತರಿದ್ದರು. bbox=[1129, 1187, 1468, 1293]
imprint-line2: Srirama Nagara, Tumakuru-572101,Tumakuru Dist. Karnataka. Published at : At New Extension, Arakere post, Tumakuru -572106, Tumakuru Dist, Karnataka. Editor : RAGHU A.N,New Extension, Arakere post, Tumakuru -572106, Tumakuru Dist, Karnataka. bbox=[37, 2349, 1440, 2376]
kolethe-body: ತುಮಕೂರು: ತುರುವೇಕೆರೆ ತಾಲ್ಲೂಕು ಕೋಡಿ ಹೋಬಳಿ ತಿಪ್ಪನಹಳ್ಳಿ ಗ್ರಾಮದ ಸರ್ವೆ ನಂ.35ರ ಪಾಳುಬಿದ್ದ ಮೀನು ಆಳ್ಳಾ ಗ್ರಾಮದಲ್ಲಿ ಮೇ 22ರಂದು ಸುಮಾರು 55 ವರ್ಷದ ಅಪರಿಚಿತ ವ್ಯಕ್ತಿಯ ಶವವೊಂದು ಕೊಳೆತ ಸ್ಥಿತಿಯಲ್ಲಿ ಪತ್ತೆಯಾಗಿದ್ದು, ವಾರಸುದಾರರು ಯಾರೂ ತಿಳಿದು ಬಂದಿರುವುದಿಲ್ಲ. ಮೃತನು 168 ಸೆಂ.ಮೀ. ಎತ್ತರ, ಸಾಧಾರಣ ಮೈಕಟ್ಟು ಹೊಂದಿದ್ದು, ಮೃತ ದೇಹವು ಬಿಳಿ ಬಣ್ಣದ ಅಂಗಿ, ಕಪ್ಪು ಬಣ್ಣದ ಪ್ಯಾಂಟ್ ಧರಿಸಿರುತ್ತಾರೆ. ಮೃತನ ವಾರಸುದಾರರು ಯಾರಾದರೂ ಇದ್ದಲ್ಲಿ ಪೊಲೀಸ್ ಉಪವಿಭಾಗಾಧಿಕಾರಿಗಳ ಕಚೇರಿ ದೂ.ಸಂ: 0816-2278000/ 2272340/ 2275301/ 2242006, ಮೊ.ನಂ. 9480802900-20-31-49ನ್ನು ಸಂಪರ್ಕಿಸಬಹುದೆಂದು ಪೊಲೀಸ್ ಸಬ್ ಇನ್ಸ್‌ಪೆಕ್ಟರ್ ಮನವಿ ಮಾಡಿದ್ದಾರೆ. bbox=[41, 1728, 414, 1834]
lead-photo-minister bbox=[326, 237, 850, 633]
lead-story-col2: ಮಾರ್ಗಸೂಚಿಗಳನ್ನು ಪಾಲಿಸಬೇಕು. ಕೇವಲ ಮೂವರಲ್ಲಿ ಅಥವಾ ಮದ್ದೂರಲ್ಲಿ ನಿಂತು ದಿಢೀರ್ ಎಂದು ಅಡ್ಡ ಬಂದು ವಾಹನ ಸವಾರರು ವಿಚಲಿತರಾಗುವಂತೆ ಮಾಡುವುದು ಸರಿಯಲ್ಲ. ವಾಹನ ಸವಾರರಿಗೆ ಮುಂಚಿತವಾಗಿ ಸೂಚನೆ ನೀಡಬೇಕು ಎಂದು ಅವರು ಹೇಳಿದರು. ವಾಹನಗಳನ್ನು ನಿಲ್ಲಿಸುವಾಗ ಅಗತ್ಯ ಸುರಕ್ಷತಾ ಕ್ರಮಗಳನ್ನು ಪಾಲಿಸಬೇಕು. ಹೆಲ್ಮೆಟ್ ಹಾಕದವರನ್ನು ಸಂಚಾರ ನಿಯಮ ಉಲ್ಲಂಘನೆ ಮಾಡಿದವರನ್ನು ಕ್ಯಾಮೆರಾ ಮೂಲಕ ಗುರುತಿಸಿ ದಂಡ ವಿಧಿಸುವ ವ್ಯವಸ್ಥೆ ಜಾರಿಗೆ ತರಲಾಗುವುದು. ಸಾರ್ವಜನಿಕರ ಹಿತದೃಷ್ಟಿಯಿಂದ ಈ ಕ್ರಮ ಕೈಗೊಳ್ಳಲಾಗುತ್ತಿದೆ ಎಂದು ಅವರು ಹೇಳಿದರು. bbox=[326, 642, 580, 763]
ncvt-headline-line1: ಎನ್‌ಸಿವಿಟಿ ತರಬೇತಿಗೆ bbox=[1211, 1496, 1386, 1525]
shani-headline-line1: ಅದ್ದೂರಿಯಾಗಿ ನಡೆದ bbox=[1207, 899, 1390, 929]
lead-story-col3: ವಾಹನ ಸವಾರರು ವೇಗವಾಗಿ ಬರುತ್ತಿದ್ದಾಗ ವಿಚಾರಣೆ ಅಡ್ಡ ಹೋದರೆ ಬ್ರೇಕ್ ಹಾಕಬೇಕಾಗುತ್ತದೆ. ಆದರಿಂದ ದೊಡ್ಡ ಅಪಾಯವಾಗುತ್ತದೆ ಎಂಬುದಕ್ಕೆ ಮದ್ದೂರಿನ ಘಟನೆಯೇ ಉದಾಹರಣೆ ಎಂದರು. ಬೆಂಗಳೂರು ನಗರದಲ್ಲಿ ಸಂಚಾರಿ ಪೊಲೀಸರು ಹಾಗೂ ಅಧಿಕಾರಿಗಳ ಸಭೆ ನಡೆಸಿ ವಿಚಾರ ವಿನಿಮಯ ಮಾಡಲಾಗಿದೆ. ಜನಸಾಮಾನ್ಯರಿಗೆ ತೊಂದರೆಯಾಗದಂತೆ ಕಾರ್ಯನಿರ್ವಹಿಸಲು ಸೂಚಿಸಲಾಗಿದೆ ಎಂದು ಅವರು ತಿಳಿಸಿದರು. bbox=[591, 642, 849, 732]
swami-photo bbox=[43, 936, 414, 1102]
okkaliga-body: ತುಮಕೂರು: ವಿದ್ಯಾ ಸೌರಭ ನಿಲಯೋಗಿನ ಚಾರಿಟಬಲ್ ಟ್ರಸ್ಟ್ ವತಿಯಿಂದ 2024-25 ನೇ ಸಾಲಿನಲ್ಲಿ ಎಸ್‌ಎಸ್‌ಎಲ್‌ಸಿ ಮತ್ತು ಪಿಯುಸಿಯಲ್ಲಿ ಶೇ 90 ಕ್ಕಿಂತ ಹೆಚ್ಚು ಅಂಕ ಪಡೆದ ಒಕ್ಕಲಿಗ/ಕುಂಚಿಟಿಗ ವಿದ್ಯಾರ್ಥಿಗಳಿಗೆ ಪ್ರತಿಭಾ ಪುರಸ್ಕಾರ ನೀಡಲಾಗುವುದು. ಅರ್ಹ ವಿದ್ಯಾರ್ಥಿಗಳು ತಮ್ಮ ಅಂಕಪಟ್ಟಿ ಹಾಗೂ ಭಾವಚಿತ್ರದೊಂದಿಗೆ ಅರ್ಜಿಯನ್ನು ದಿನಾಂಕ 15/6/2025ರ ಒಳಗೆ ಸಲ್ಲಿಸಬೇಕು. ಹೆಚ್ಚಿನ ಮಾಹಿತಿಗೆ ಮೊ.ನಂ 953 5878746 ಸಂಪರ್ಕಿಸಬಹುದಾಗಿದೆ. bbox=[41, 2076, 414, 2151]
kolethe-headline-line2: ಅಪರಿಚಿತ ಶವ ಪತ್ತೆ bbox=[139, 1683, 317, 1716]
shani-photo bbox=[1131, 997, 1468, 1178]
masthead-bar bbox=[37, 55, 1468, 78]
plant-watering-photo bbox=[655, 971, 1112, 1229]
workers-headline: ಕಾರ್ಮಿಕರು ಆರ್ಥಿಕ ಸಮಸ್ಯೆ ಕಡೆ ಗಮನಹರಿಸಿ bbox=[426, 1765, 1026, 1814]
okkaliga-headline-line2: ಪ್ರತಿಭಾ ಪುರಸ್ಕಾರ್ಕಕೆ ಅರ್ಜಿ ಆಹ್ವಾನ bbox=[108, 2040, 347, 2065]
swami-headline-line1: ಮೌಲ್ಯಾಧಾರಿತ ಜೀವನ ನಡೆಸಿ: bbox=[113, 854, 342, 882]
admission-headline: ಜೂ.2ರಿಂದ ಪ್ರವೇಶಾತಿ ಪ್ರಾರಂಭ bbox=[626, 1608, 923, 1641]
nss-col3: ಕಾಲ ನಡೆಯಲಿದೆ. ಎನ್‌ಎಸ್‌ಎಸ್ ಶಿಬಿರಗಳು ವಿದ್ಯಾರ್ಥಿಗಳಲ್ಲಿ ಸೇವಾ ಮನೋಭಾವ ಬೆಳೆಸುತ್ತವೆ. ವಿದ್ಯಾರ್ಥಿಗಳು ಉತ್ತಮ ನಾಯಕತ್ವ ಗುಣಗಳನ್ನು ಬೆಳೆಸಿಕೊಳ್ಳಬೇಕು ಎಂದು ಅವರು ಹೇಳಿದರು. ರಾಷ್ಟ್ರೀಯ ಸೇವಾ ಯೋಜನಾ ವಿಶೇಷ ಶಿಬಿರದ ಕಾರ್ಯಕ್ರಮಾಧಿಕಾರಿಗಳು, ಗ್ರಾಮ ಪಂಚಾಯಿತಿ ಅಧ್ಯಕ್ಷರು, ಸದಸ್ಯರು ಹಾಗೂ ಸಾರ್ವಜನಿಕರು ಉಪಸ್ಥಿತರಿದ್ದರು. bbox=[655, 1240, 876, 1331]
issue-date: ದಿನಾಂಕ: 28-05-2025, ಬುಧವಾರ bbox=[709, 58, 880, 74]
basava-body: ತುಮಕೂರು: ಅಖಿಲ ಭಾರತ ಶರಣ ಸಾಹಿತ್ಯ ಪರಿಷತ್ತು ಮೈಸೂರು ಹಾಗೂ ಜಿಲ್ಲಾ ಶರಣ ಸಾಹಿತ್ಯ ಪರಿಷತ್ ತುಮಕೂರು ಇವುಗಳ ಸಂಯುಕ್ತಾಶ್ರಯದಲ್ಲಿ ಜಿಲ್ಲಾ ಕದಳಿ ಮಹಿಳಾ ವೇದಿಕೆ ವತಿಯಿಂದ ವಿಶ್ವಗುರು ಬಸವೇಶ್ವರ ಜಯಂತಿ ಹಾಗೂ ಸೇವಾ ದೀಕ್ಷಾ ಸಮಾರಂಭವನ್ನು ಮೇ.28 ರಂದು ಬುಧವಾರ ಬೆಳಿಗ್ಗೆ 10.30 ಕ್ಕೆ ನಗರದ ವಿದ್ಯಾನಗರ ಕಲ್ಯಾಣ ಮಂಟಪದಲ್ಲಿ ಆಯೋಜಿಸಲಾಗಿದೆ. ಕಾರ್ಯಕ್ರಮದ ದಿವ್ಯ ಸಾನ್ನಿಧ್ಯವನ್ನು ಸಿದ್ಧಗಂಗಾ ಮಠಾಧ್ಯಕ್ಷರಾದ ಶ್ರೀ ಸಿದ್ಧಲಿಂಗ ಮಹಾಸ್ವಾಮೀಜಿ ವಹಿಸಲಿದ್ದಾರೆ. ಉದ್ಘಾಟನೆಯನ್ನು ಬೆಂಗಳೂರಿನ ಖ್ಯಾತ ವೈದ್ಯರು ನೆರವೇರಿಸಲಿದ್ದಾರೆ. ಜಿಲ್ಲಾ ಶರಣ ಸಾಹಿತ್ಯ ಪರಿಷತ್ ಅಧ್ಯಕ್ಷರು ಅಧ್ಯಕ್ಷತೆ ವಹಿಸಲಿದ್ದಾರೆ. ಕದಳಿ ಮಹಿಳಾ ವೇದಿಕೆಯ ರಾಜ್ಯ ಸಂಚಾಲಕರು ವಿಶೇಷ ಉಪನ್ಯಾಸ ನೀಡಲಿದ್ದಾರೆ. ಸಾಹಿತ್ಯ ಪರಿಷತ್ತಿನ ಪದಾಧಿಕಾರಿಗಳು, ವಿವಿಧ ಸಂಘ ಸಂಸ್ಥೆಗಳ ಮುಖ್ಯಸ್ಥರು ಪಾಲ್ಗೊಳ್ಳಲಿದ್ದಾರೆ. ಜಿಲ್ಲಾ ಕದಳಿ ಮಹಿಳಾ ವೇದಿಕೆಯ ನೂತನ ಅಧ್ಯಕ್ಷರು ಹಾಗೂ ಪದಾಧಿಕಾರಿಗಳು ಸೇವಾ ದೀಕ್ಷೆ ಸ್ವೀಕರಿಸಲಿದ್ದಾರೆ. ಸರ್ವರೂ ಆಗಮಿಸಬೇಕೆಂದು ಕಾರ್ಯಕ್ರಮದ ಸಂಚಾಲಕರು ಕೋರಿದ್ದಾರೆ. bbox=[1129, 164, 1468, 317]
